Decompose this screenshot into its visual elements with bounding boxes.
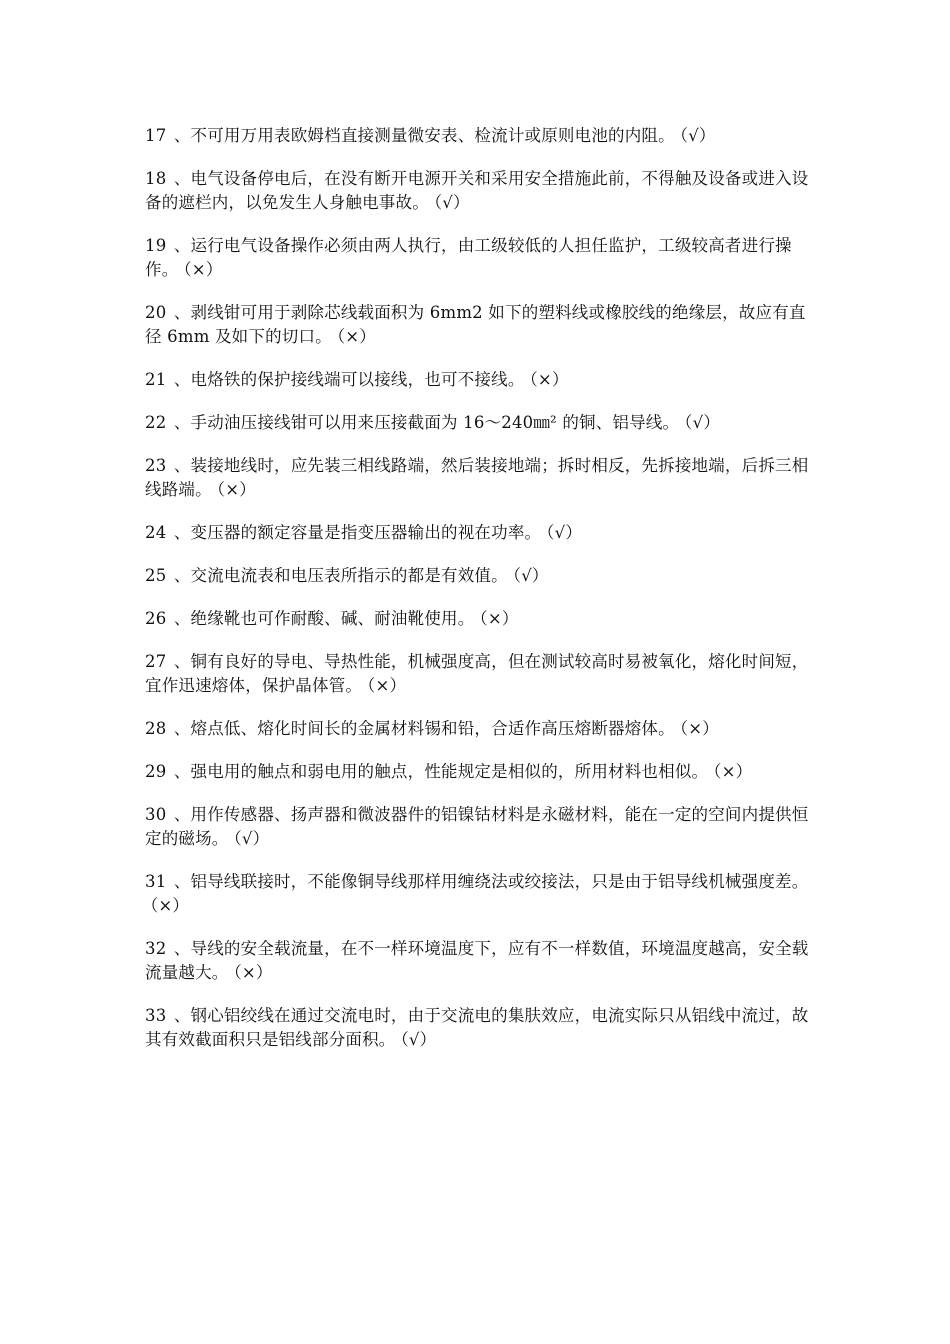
- question-number: 21: [145, 370, 167, 389]
- question-answer: （√）: [233, 829, 270, 848]
- question-text: 、电烙铁的保护接线端可以接线，也可不接线。: [173, 370, 525, 389]
- question-text: 、运行电气设备操作必须由两人执行，由工级较低的人担任监护，工级较高者进行操作。: [145, 236, 792, 279]
- question-answer: （×）: [479, 609, 519, 628]
- question-number: 17: [145, 126, 167, 145]
- question-number: 31: [145, 872, 167, 891]
- question-answer: （×）: [336, 327, 377, 346]
- question-answer: （√）: [679, 126, 716, 145]
- question-answer: （×）: [529, 370, 569, 389]
- question-answer: （×）: [216, 480, 256, 499]
- question-answer: （×）: [149, 896, 190, 915]
- question-text: 、铜有良好的导电、导热性能，机械强度高，但在测试较高时易被氧化，熔化时间短，宜作迅速熔体，保护晶体管。: [145, 652, 809, 695]
- question-item-18: [145, 167, 820, 215]
- question-item-21: [145, 368, 820, 392]
- question-item-29: [145, 760, 820, 784]
- question-answer: （√）: [546, 523, 583, 542]
- question-text: 、不可用万用表欧姆档直接测量微安表、检流计或原则电池的内阻。: [173, 126, 675, 145]
- document-page: [145, 124, 820, 1071]
- question-answer: （√）: [684, 413, 721, 432]
- question-answer: （√）: [400, 1030, 437, 1049]
- question-text: 、手动油压接线钳可以用来压接截面为 16～240㎜² 的铜、铝导线。: [173, 413, 680, 432]
- question-answer: （√）: [512, 566, 549, 585]
- question-answer: （×）: [233, 963, 273, 982]
- question-text: 、装接地线时，应先装三相线路端，然后装接地端；拆时相反，先拆接地端，后拆三相线路端。: [145, 456, 809, 499]
- question-text: 、熔点低、熔化时间长的金属材料锡和铅，合适作高压熔断器熔体。: [173, 719, 675, 738]
- question-text: 、交流电流表和电压表所指示的都是有效值。: [173, 566, 508, 585]
- question-number: 33: [145, 1006, 167, 1025]
- question-text: 、剥线钳可用于剥除芯线载面积为 6mm2 如下的塑料线或橡胶线的绝缘层，故应有直径 6mm 及如下的切口。: [145, 303, 806, 346]
- question-text: 、导线的安全载流量，在不一样环境温度下，应有不一样数值，环境温度越高，安全载流量越大。: [145, 939, 809, 982]
- question-item-20: [145, 301, 820, 349]
- question-item-31: [145, 870, 820, 918]
- question-answer: （×）: [367, 676, 407, 695]
- question-item-33: [145, 1004, 820, 1052]
- question-text: 、用作传感器、扬声器和微波器件的铝镍钴材料是永磁材料，能在一定的空间内提供恒定的磁场。: [145, 805, 809, 848]
- question-item-26: [145, 607, 820, 631]
- question-item-25: [145, 564, 820, 588]
- question-item-17: [145, 124, 820, 148]
- question-item-32: [145, 937, 820, 985]
- question-item-19: [145, 234, 820, 282]
- question-number: 24: [145, 523, 167, 542]
- question-item-28: [145, 717, 820, 741]
- question-item-27: [145, 650, 820, 698]
- question-number: 22: [145, 413, 167, 432]
- question-text: 、变压器的额定容量是指变压器输出的视在功率。: [173, 523, 542, 542]
- question-text: 、绝缘靴也可作耐酸、碱、耐油靴使用。: [173, 609, 475, 628]
- question-number: 20: [145, 303, 167, 322]
- question-number: 32: [145, 939, 167, 958]
- question-item-24: [145, 521, 820, 545]
- question-answer: （×）: [183, 260, 223, 279]
- question-number: 23: [145, 456, 167, 475]
- question-text: 、电气设备停电后，在没有断开电源开关和采用安全措施此前，不得触及设备或进入设备的遮栏内，以免发生人身触电事故。: [145, 169, 809, 212]
- question-answer: （×）: [679, 719, 719, 738]
- question-answer: （√）: [433, 193, 470, 212]
- question-answer: （×）: [713, 762, 753, 781]
- question-number: 29: [145, 762, 167, 781]
- question-item-22: [145, 411, 820, 435]
- question-number: 19: [145, 236, 167, 255]
- question-text: 、钢心铝绞线在通过交流电时，由于交流电的集肤效应，电流实际只从铝线中流过，故其有效截面积只是铝线部分面积。: [145, 1006, 809, 1049]
- question-number: 26: [145, 609, 167, 628]
- question-text: 、铝导线联接时，不能像铜导线那样用缠绕法或绞接法，只是由于铝导线机械强度差。: [173, 872, 809, 891]
- question-item-30: [145, 803, 820, 851]
- question-number: 25: [145, 566, 167, 585]
- question-number: 30: [145, 805, 167, 824]
- question-text: 、强电用的触点和弱电用的触点，性能规定是相似的，所用材料也相似。: [173, 762, 709, 781]
- question-number: 27: [145, 652, 167, 671]
- question-number: 18: [145, 169, 167, 188]
- question-number: 28: [145, 719, 167, 738]
- question-item-23: [145, 454, 820, 502]
